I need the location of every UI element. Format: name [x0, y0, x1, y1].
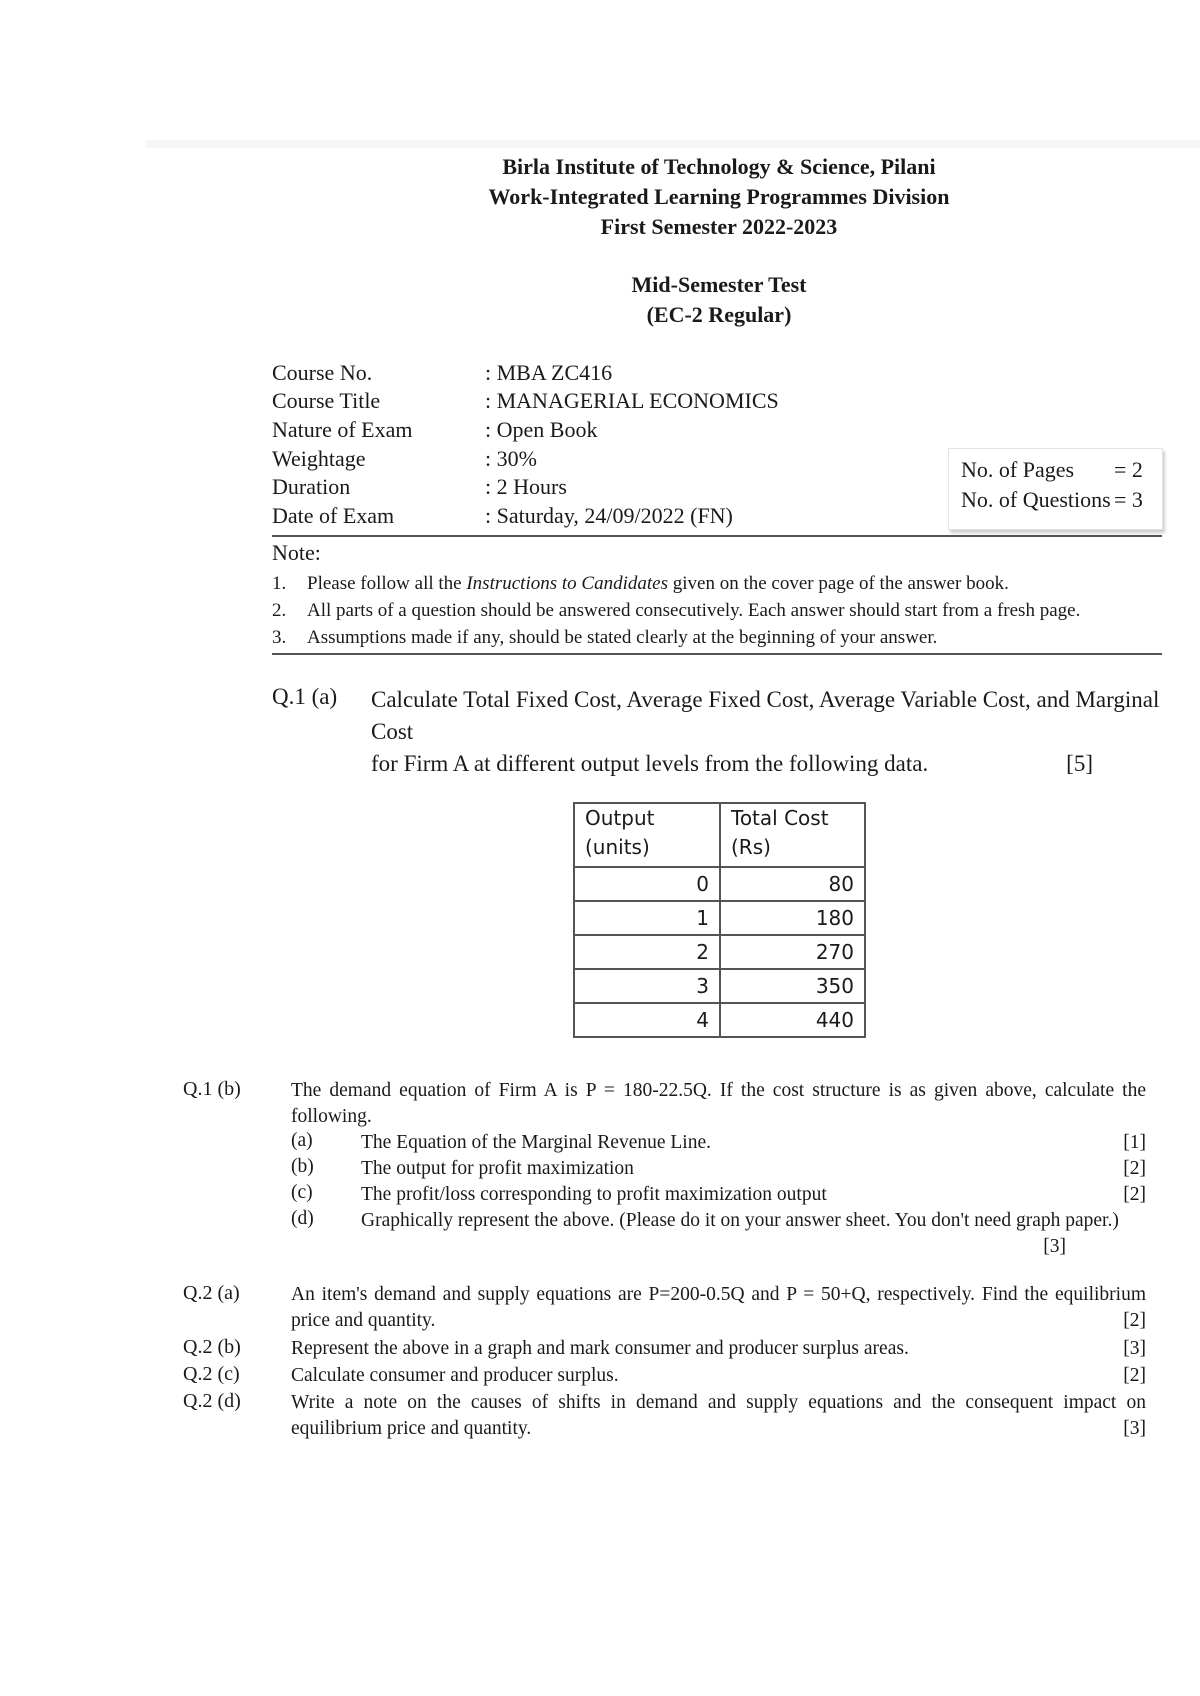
output-header-line1: Output	[585, 806, 655, 830]
q2c-label: Q.2 (c)	[183, 1363, 240, 1385]
q1b-part-d	[361, 1208, 1146, 1257]
q2d-marks: [3]	[1123, 1418, 1146, 1439]
output-cell: 2	[574, 935, 720, 969]
cost-table	[573, 802, 866, 1038]
q1a-label: Q.1 (a)	[272, 684, 338, 709]
q1a-line2: for Firm A at different output levels from the following data.	[371, 751, 929, 776]
note-item-text	[307, 573, 1009, 595]
q2a	[291, 1282, 1146, 1334]
cost-cell: 350	[720, 969, 865, 1003]
table-row	[574, 901, 865, 935]
cost-cell: 440	[720, 1003, 865, 1037]
weightage-value: : 30%	[485, 446, 537, 471]
q2c	[291, 1363, 1146, 1389]
q1b-part-c	[361, 1182, 1146, 1208]
q1b-part-a-letter: (a)	[291, 1130, 313, 1151]
duration-label: Duration	[272, 474, 351, 499]
q2b-text: Represent the above in a graph and mark consumer and producer surplus areas.	[291, 1338, 909, 1359]
course-no-label: Course No.	[272, 360, 373, 385]
test-regular: (EC-2 Regular)	[646, 302, 792, 327]
output-header-line2: (units)	[585, 835, 650, 859]
table-row	[574, 867, 865, 901]
semester-name: First Semester 2022-2023	[600, 214, 838, 239]
q1b-part-b-text: The output for profit maximization	[361, 1158, 634, 1179]
cost-cell: 80	[720, 867, 865, 901]
q2d-label: Q.2 (d)	[183, 1390, 241, 1412]
note-item-number: 1.	[272, 573, 287, 594]
weightage-label: Weightage	[272, 446, 366, 471]
nature-value: : Open Book	[485, 417, 598, 442]
institute-name: Birla Institute of Technology & Science, Pilani	[502, 154, 936, 179]
note-item-1	[272, 573, 1009, 595]
note-item-number: 3.	[272, 627, 287, 648]
table-row	[574, 969, 865, 1003]
note-item-2	[272, 600, 1080, 622]
nature-label: Nature of Exam	[272, 417, 413, 442]
q1b-label: Q.1 (b)	[183, 1078, 241, 1100]
header-band	[145, 140, 1200, 148]
table-row	[574, 935, 865, 969]
output-cell: 3	[574, 969, 720, 1003]
q1b-part-c-letter: (c)	[291, 1182, 313, 1203]
exam-header	[0, 152, 1200, 242]
test-name: Mid-Semester Test	[631, 272, 807, 297]
cost-header-line1: Total Cost	[731, 806, 829, 830]
output-cell: 0	[574, 867, 720, 901]
q2a-marks: [2]	[1123, 1310, 1146, 1331]
q1b-part-b-marks: [2]	[1123, 1158, 1146, 1179]
note-text-italic: Instructions to Candidates	[466, 573, 668, 594]
course-title-value: : MANAGERIAL ECONOMICS	[485, 388, 779, 413]
cost-cell: 270	[720, 935, 865, 969]
division-name: Work-Integrated Learning Programmes Division	[488, 184, 950, 209]
course-no-value: : MBA ZC416	[485, 360, 613, 385]
cost-header-line2: (Rs)	[731, 835, 771, 859]
cost-header	[720, 803, 865, 867]
q2b-marks: [3]	[1123, 1338, 1146, 1359]
q1b-part-d-marks: [3]	[1043, 1236, 1066, 1257]
q2d-text: Write a note on the causes of shifts in demand and supply equations and the consequent impact on equilibrium price and quantity.	[291, 1392, 1146, 1439]
note-text-pre: Please follow all the	[307, 573, 467, 594]
note-item-text: All parts of a question should be answered consecutively. Each answer should start from a fresh page.	[307, 600, 1081, 621]
divider-top	[272, 535, 1162, 537]
q1b-part-a	[361, 1130, 1146, 1156]
note-item-text: Assumptions made if any, should be stated clearly at the beginning of your answer.	[307, 627, 938, 648]
duration-value: : 2 Hours	[485, 474, 567, 499]
q1b-intro: The demand equation of Firm A is P = 180-22.5Q. If the cost structure is as given above, calculate the following.	[291, 1080, 1146, 1127]
table-header-row	[574, 803, 865, 867]
note-text-post: given on the cover page of the answer book.	[667, 573, 1009, 594]
q2a-label: Q.2 (a)	[183, 1282, 240, 1304]
date-value: : Saturday, 24/09/2022 (FN)	[485, 503, 733, 528]
q2a-text: An item's demand and supply equations are P=200-0.5Q and P = 50+Q, respectively. Find the equilibrium price and quantity.	[291, 1284, 1146, 1331]
questions-label: No. of Questions	[961, 487, 1111, 512]
q2b	[291, 1336, 1146, 1362]
q1b-part-a-text: The Equation of the Marginal Revenue Line.	[361, 1132, 711, 1153]
test-header	[0, 270, 1200, 330]
q1a-line1: Calculate Total Fixed Cost, Average Fixed Cost, Average Variable Cost, and Marginal Cost	[371, 687, 1160, 744]
q1b-part-b	[361, 1156, 1146, 1182]
q1a-line2-row	[371, 748, 1093, 780]
questions-value: = 3	[1114, 487, 1143, 512]
output-cell: 4	[574, 1003, 720, 1037]
divider-bottom	[272, 653, 1162, 655]
note-item-3	[272, 627, 937, 649]
cost-cell: 180	[720, 901, 865, 935]
pages-row	[961, 455, 1162, 485]
table-row	[574, 1003, 865, 1037]
q1b-part-c-text: The profit/loss corresponding to profit maximization output	[361, 1184, 827, 1205]
q2b-label: Q.2 (b)	[183, 1336, 241, 1358]
q1b-part-b-letter: (b)	[291, 1156, 314, 1177]
q2c-marks: [2]	[1123, 1365, 1146, 1386]
q1a-marks: [5]	[1066, 751, 1093, 776]
pages-value: = 2	[1114, 457, 1143, 482]
q1b-part-a-marks: [1]	[1123, 1132, 1146, 1153]
output-header	[574, 803, 720, 867]
date-label: Date of Exam	[272, 503, 395, 528]
q1a-text	[371, 684, 1161, 780]
q1b-part-d-letter: (d)	[291, 1208, 314, 1229]
q2d	[291, 1390, 1146, 1442]
pages-box	[948, 448, 1163, 530]
q1b-part-d-text: Graphically represent the above. (Please do it on your answer sheet. You don't need graph paper.)	[361, 1210, 1119, 1231]
q2c-text: Calculate consumer and producer surplus.	[291, 1365, 619, 1386]
course-title-label: Course Title	[272, 388, 381, 413]
note-item-number: 2.	[272, 600, 287, 621]
q1b-part-c-marks: [2]	[1123, 1184, 1146, 1205]
questions-row	[961, 485, 1162, 515]
note-title: Note:	[272, 540, 321, 565]
pages-label: No. of Pages	[961, 457, 1075, 482]
output-cell: 1	[574, 901, 720, 935]
